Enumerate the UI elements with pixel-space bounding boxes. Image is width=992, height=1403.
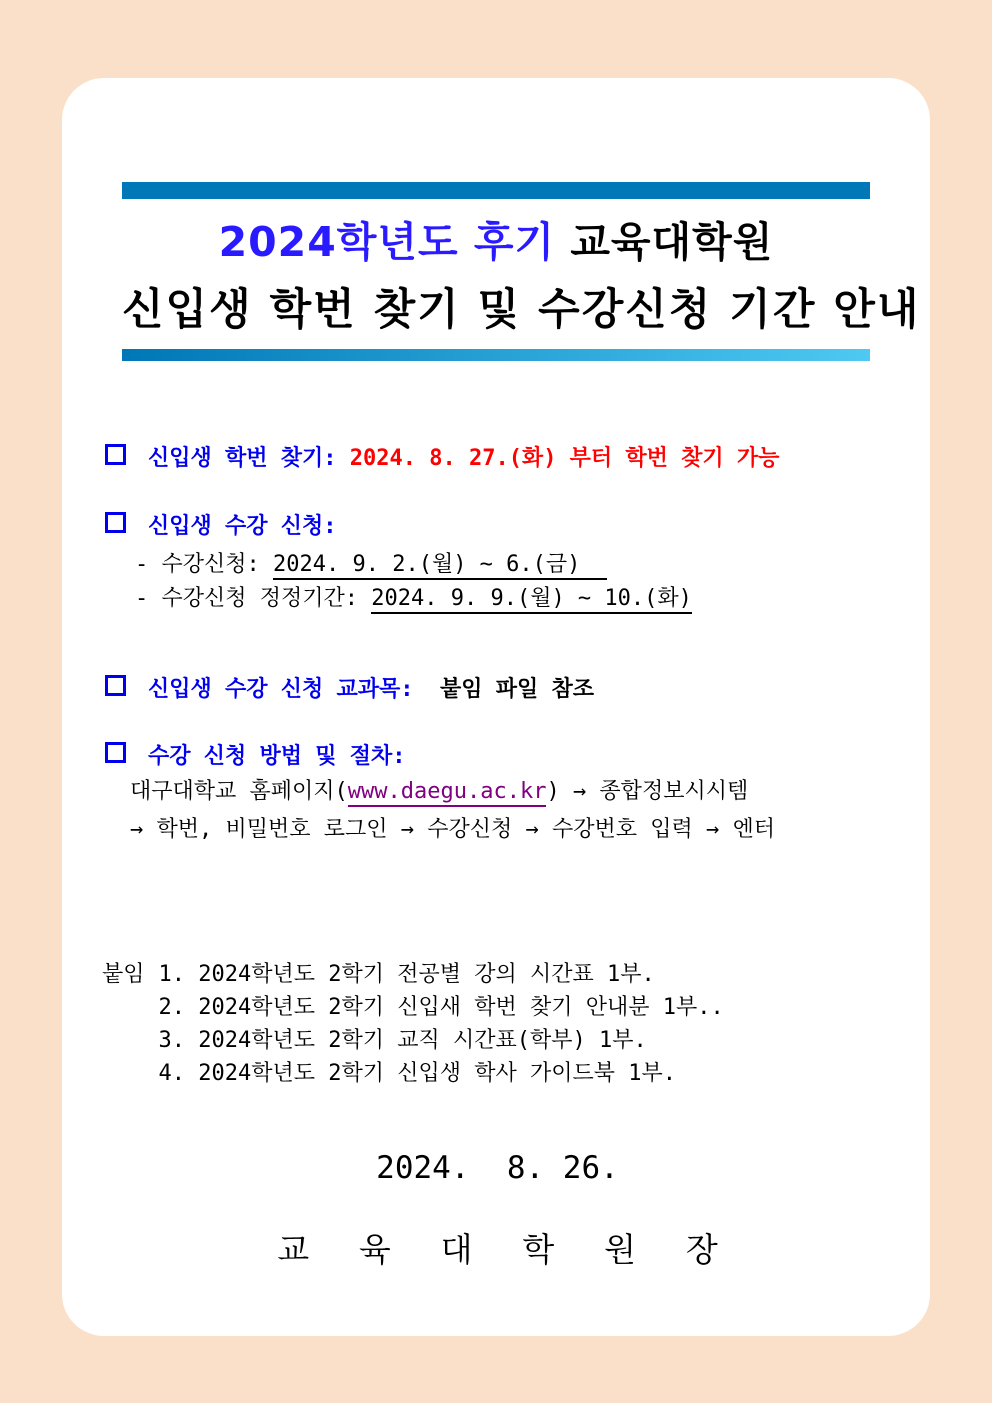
notice-date-alert: 2024. 8. 27.(화) 부터 학번 찾기 가능 <box>349 446 780 471</box>
document-title-line1 <box>122 209 870 268</box>
university-website-link[interactable]: www.daegu.ac.kr <box>348 779 547 807</box>
square-bullet-icon <box>105 675 126 696</box>
registration-period-line <box>135 548 890 582</box>
notice-heading: 신입생 수강 신청: <box>148 514 337 539</box>
notice-heading: 수강 신청 방법 및 절차: <box>148 744 406 769</box>
notice-heading: 신입생 수강 신청 교과목: <box>148 677 427 702</box>
notice-line <box>148 672 594 703</box>
procedure-text-pre: 대구대학교 홈페이지( <box>130 779 348 804</box>
notice-course-registration <box>105 509 890 540</box>
document-title-line2: 신입생 학번 찾기 및 수강신청 기간 안내 <box>122 285 921 335</box>
issuer-signature: 교 육 대 학 원 장 <box>277 1230 718 1269</box>
attachments-label: 붙임 <box>102 962 145 987</box>
period-dates-underlined: 2024. 9. 2.(월) ~ 6.(금) <box>273 552 607 580</box>
procedure-step-line-1 <box>130 776 890 808</box>
period-label: - 수강신청 정정기간: <box>135 586 372 611</box>
period-dates-underlined: 2024. 9. 9.(월) ~ 10.(화) <box>371 586 692 614</box>
title-top-bar <box>122 182 870 199</box>
notice-card <box>62 78 930 1336</box>
attachments-list <box>159 958 724 1090</box>
notice-detail: 붙임 파일 참조 <box>426 677 594 702</box>
registration-periods <box>135 548 890 616</box>
notice-course-list <box>105 672 890 703</box>
attachment-item: 2. 2024학년도 2학기 신입새 학번 찾기 안내분 1부.. <box>158 995 724 1020</box>
document-date: 2024. 8. 26. <box>376 1150 619 1186</box>
attachments-block <box>102 958 890 1090</box>
notice-heading: 신입생 학번 찾기: <box>148 446 350 471</box>
procedure-text-post: ) → 종합정보시시템 <box>546 779 749 804</box>
title-term-highlight: 2024학년도 후기 <box>218 218 556 266</box>
square-bullet-icon <box>105 444 126 465</box>
correction-period-line <box>135 582 890 616</box>
notice-line <box>148 739 406 770</box>
title-term-rest: 교육대학원 <box>555 218 774 266</box>
attachment-item: 4. 2024학년도 2학기 신입생 학사 가이드북 1부. <box>158 1061 676 1086</box>
square-bullet-icon <box>105 742 126 763</box>
notice-body <box>102 441 890 1271</box>
notice-line <box>148 441 779 472</box>
period-label: - 수강신청: <box>135 552 273 577</box>
attachment-item: 1. 2024학년도 2학기 전공별 강의 시간표 1부. <box>158 962 655 987</box>
notice-line <box>148 509 337 540</box>
procedure-step-line-2: → 학번, 비밀번호 로그인 → 수강신청 → 수강번호 입력 → 엔터 <box>130 817 775 842</box>
title-bottom-bar <box>122 349 870 361</box>
title-block <box>122 182 921 361</box>
square-bullet-icon <box>105 512 126 533</box>
notice-registration-method <box>105 739 890 770</box>
notice-student-id-lookup <box>105 441 890 472</box>
attachment-item: 3. 2024학년도 2학기 교직 시간표(학부) 1부. <box>158 1028 647 1053</box>
